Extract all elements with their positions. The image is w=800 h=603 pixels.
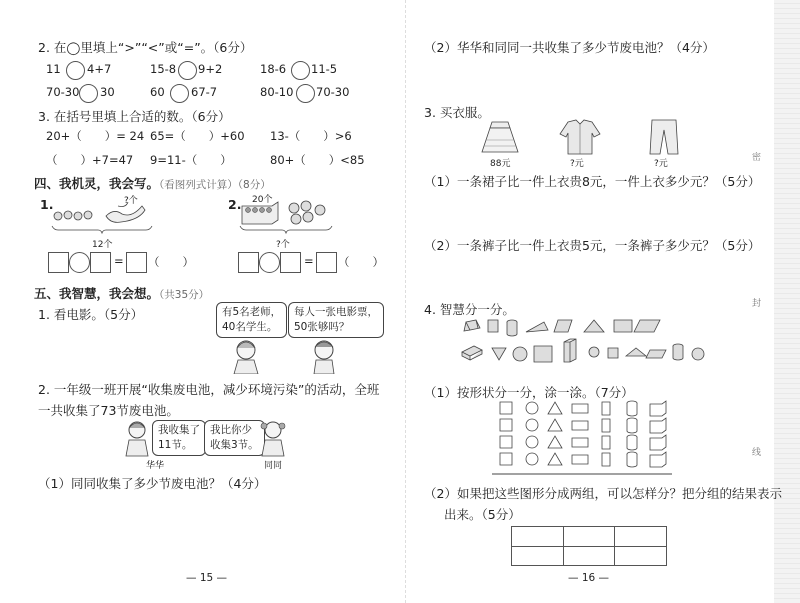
shirt-icon — [560, 120, 600, 154]
clothes-sub-question-1: （1）一条裙子比一件上衣贵8元，一件上衣多少元？（5分） — [424, 174, 761, 189]
answer-circle[interactable] — [291, 61, 310, 80]
clothes-illustration — [480, 118, 700, 156]
bubble-line: 50张够吗？ — [294, 321, 350, 333]
speech-bubble-huahua — [152, 420, 206, 456]
girl-tongtong-icon — [258, 420, 288, 458]
section5-note: （共35分） — [159, 289, 210, 301]
pants-icon — [650, 120, 678, 154]
answer-circle[interactable] — [170, 84, 189, 103]
shapes-illustration — [458, 318, 718, 374]
shape-sorting-chart — [492, 398, 672, 484]
price-shirt: ?元 — [570, 159, 584, 169]
shapes-sub-question-2-line1: （2）如果把这些图形分成两组，可以怎样分？把分组的结果表示 — [424, 486, 782, 501]
page-number-right: — 16 — — [568, 572, 610, 584]
name-huahua: 华华 — [146, 461, 165, 471]
cmp-right: 9+2 — [198, 62, 223, 76]
battery-sub-question-2: （2）华华和同同一共收集了多少节废电池？（4分） — [424, 40, 715, 55]
speech-bubble-tickets — [288, 302, 384, 338]
unit-blank[interactable]: （ ） — [148, 255, 194, 269]
fill-expr[interactable]: 20+（ ）= 24 — [46, 129, 145, 143]
cmp-left: 60 — [150, 85, 165, 99]
cmp-left: 15-8 — [150, 62, 177, 76]
equals-sign: = — [114, 254, 124, 268]
girl-huahua-icon — [122, 420, 152, 458]
answer-box[interactable] — [48, 252, 69, 273]
fill-expr[interactable]: 65=（ ）+60 — [150, 129, 245, 143]
price-skirt: 88元 — [490, 159, 511, 169]
problem1-total-label: 12个 — [92, 240, 113, 250]
battery-question-line1: 2. 一年级一班开展“收集废电池，减少环境污染”的活动，全班 — [38, 382, 380, 397]
speech-bubble-teachers — [216, 302, 287, 338]
children-illustration — [228, 338, 348, 374]
cmp-left: 18-6 — [260, 62, 287, 76]
clothes-question-title: 3. 买衣服。 — [424, 105, 490, 120]
section5-title: 五、我智慧，我会想。 — [34, 286, 160, 301]
battery-question-line2: 一共收集了73节废电池。 — [38, 403, 179, 418]
movie-question: 1. 看电影。（5分） — [38, 307, 144, 322]
answer-circle[interactable] — [66, 61, 85, 80]
fill-expr[interactable]: 13-（ ）>6 — [270, 129, 352, 143]
cmp-right: 4+7 — [87, 62, 112, 76]
binding-edge — [774, 0, 800, 603]
page-number-left: — 15 — — [186, 572, 228, 584]
binding-mark-xian: 线 — [752, 448, 762, 458]
section4-heading — [34, 173, 271, 192]
speech-bubble-tongtong — [204, 420, 265, 456]
problem2-figure — [236, 196, 348, 246]
answer-box[interactable] — [238, 252, 259, 273]
q3-title: 3. 在括号里填上合适的数。（6分） — [38, 109, 231, 124]
table-row-line — [512, 546, 666, 547]
cmp-right: 30 — [100, 85, 115, 99]
problem2-total-label: ?个 — [276, 240, 290, 250]
binding-mark-mi: 密 — [752, 153, 762, 163]
page-divider — [405, 0, 406, 603]
section4-note: （看图列式计算）（8分） — [159, 179, 271, 191]
answer-box[interactable] — [280, 252, 301, 273]
shapes-sub-question-2-line2: 出来。（5分） — [444, 507, 521, 522]
fill-expr[interactable]: 9=11-（ ） — [150, 153, 232, 167]
binding-mark-feng: 封 — [752, 299, 762, 309]
grouping-answer-table[interactable] — [511, 526, 667, 566]
bubble-line: 收集3节。 — [210, 439, 259, 451]
cmp-left: 11 — [46, 62, 61, 76]
answer-circle[interactable] — [296, 84, 315, 103]
problem2-top-label: 20个 — [252, 195, 273, 205]
fill-expr[interactable]: 80+（ ）<85 — [270, 153, 365, 167]
problem2-number: 2. — [228, 197, 242, 212]
operator-circle[interactable] — [69, 252, 90, 273]
answer-box[interactable] — [316, 252, 337, 273]
equals-sign: = — [304, 254, 314, 268]
answer-box[interactable] — [126, 252, 147, 273]
bubble-line: 11节。 — [158, 439, 193, 451]
section5-heading — [34, 283, 209, 302]
bubble-line: 每人一张电影票， — [294, 306, 378, 318]
price-pants: ?元 — [654, 159, 668, 169]
cmp-right: 11-5 — [311, 62, 338, 76]
cmp-left: 80-10 — [260, 85, 294, 99]
bubble-line: 40名学生。 — [222, 321, 278, 333]
section4-title: 四、我机灵，我会写。 — [34, 176, 160, 191]
fill-expr[interactable]: （ ）+7=47 — [46, 153, 134, 167]
operator-circle[interactable] — [259, 252, 280, 273]
bubble-line: 我比你少 — [210, 424, 252, 436]
battery-sub-question-1: （1）同同收集了多少节废电池？（4分） — [38, 476, 267, 491]
name-tongtong: 同同 — [264, 461, 283, 471]
cmp-left: 70-30 — [46, 85, 80, 99]
answer-circle[interactable] — [79, 84, 98, 103]
cmp-right: 70-30 — [316, 85, 350, 99]
unit-blank[interactable]: （ ） — [338, 255, 384, 269]
cmp-right: 67-7 — [191, 85, 218, 99]
answer-box[interactable] — [90, 252, 111, 273]
clothes-sub-question-2: （2）一条裤子比一件上衣贵5元，一条裤子多少元？（5分） — [424, 238, 761, 253]
shapes-question-title: 4. 智慧分一分。 — [424, 302, 515, 317]
answer-circle[interactable] — [178, 61, 197, 80]
skirt-icon — [482, 122, 518, 152]
bubble-line: 我收集了 — [158, 424, 200, 436]
problem1-number: 1. — [40, 197, 54, 212]
problem1-top-label: ?个 — [124, 196, 138, 206]
bubble-line: 有5名老师， — [222, 306, 282, 318]
shapes-sub-question-1: （1）按形状分一分，涂一涂。（7分） — [424, 385, 634, 400]
q2-title: 2. 在◯里填上“>”“<”或“=”。（6分） — [38, 40, 253, 55]
